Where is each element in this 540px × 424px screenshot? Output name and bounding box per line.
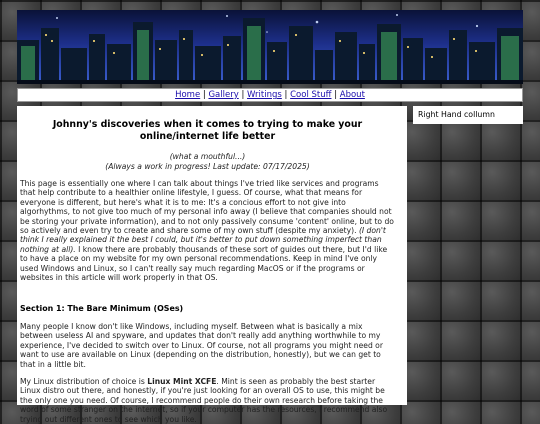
nav-bar: [17, 88, 523, 102]
para-text: . Mint is seen as probably the best starter Linux distro out there, and honestly, if you're just looking for an overall OS to use, this might be the only one you need. Of course, I recommend people do their own research before taking the word of some stranger on the internet, so if your computer has the resources, I recommend also trying out different ones to see which you like.: [20, 376, 388, 424]
nav-link-gallery[interactable]: Gallery: [208, 90, 239, 100]
page-title: Johnny's discoveries when it comes to trying to make your online/internet life better: [52, 119, 363, 142]
intro-text-c: I know there are probably thousands of these sort of guides out there, but I'd like to have a place on my website for my own personal recommendations. Keep in mind I've only used Windows and Linux, so I can't really say much regarding MacOS or if the programs or websites in this article will work properly in that OS.: [20, 244, 388, 283]
nav-link-home[interactable]: Home: [175, 90, 201, 100]
right-column: [413, 106, 523, 124]
nav-separator: |: [334, 90, 338, 100]
nav-separator: |: [241, 90, 245, 100]
intro-paragraph: [20, 179, 395, 282]
section-paragraph: Many people I know don't like Windows, including myself. Between what is basically a mix between useless AI and spyware, and updates that don't really add anything worthwhile to my experience, I've decided to switch over to Linux. Of course, not all programs you might need or want to use are available on Linux (depending on the distribution, honestly), but we can get to that in a little bit.: [20, 321, 383, 369]
intro-text-a: This page is essentially one where I can talk about things I've tried like services and programs that help contribute to a healthier online lifestyle, I guess. Of course, what that means for everyone is different, but here's what it is to me: It's a concious effort to not give into algorhythms, to not give too much of my personal info away (I believe that companies should not be storing your private information), and to not only passively consume 'content' online, but to do so actively and even try to create and share some of my own stuff (despite my anxiety).: [20, 179, 394, 236]
main-content: [17, 106, 407, 424]
page-subtitle: [20, 152, 395, 171]
city-skyline-image: [17, 10, 523, 84]
subtitle-line-1: (what a mouthful...): [169, 152, 246, 161]
sidebar-title: Right Hand collumn: [418, 110, 495, 119]
nav-link-cool-stuff[interactable]: Cool Stuff: [290, 90, 332, 100]
nav-separator: |: [284, 90, 288, 100]
nav-link-writings[interactable]: Writings: [247, 90, 282, 100]
header-banner: [17, 10, 523, 84]
subtitle-line-2: (Always a work in progress! Last update: 07/17/2025): [105, 161, 310, 171]
nav-separator: |: [202, 90, 206, 100]
distro-name: Linux Mint XCFE: [147, 376, 217, 386]
section-paragraph: [20, 377, 395, 424]
para-text: My Linux distribution of choice is: [20, 376, 145, 386]
intro-text-italic: (I don't think I really explained it the best I could, but it's better to put down something imperfect than nothing at all).: [20, 226, 386, 254]
nav-link-about[interactable]: About: [339, 90, 365, 100]
section-heading: Section 1: The Bare Minimum (OSes): [20, 304, 184, 314]
